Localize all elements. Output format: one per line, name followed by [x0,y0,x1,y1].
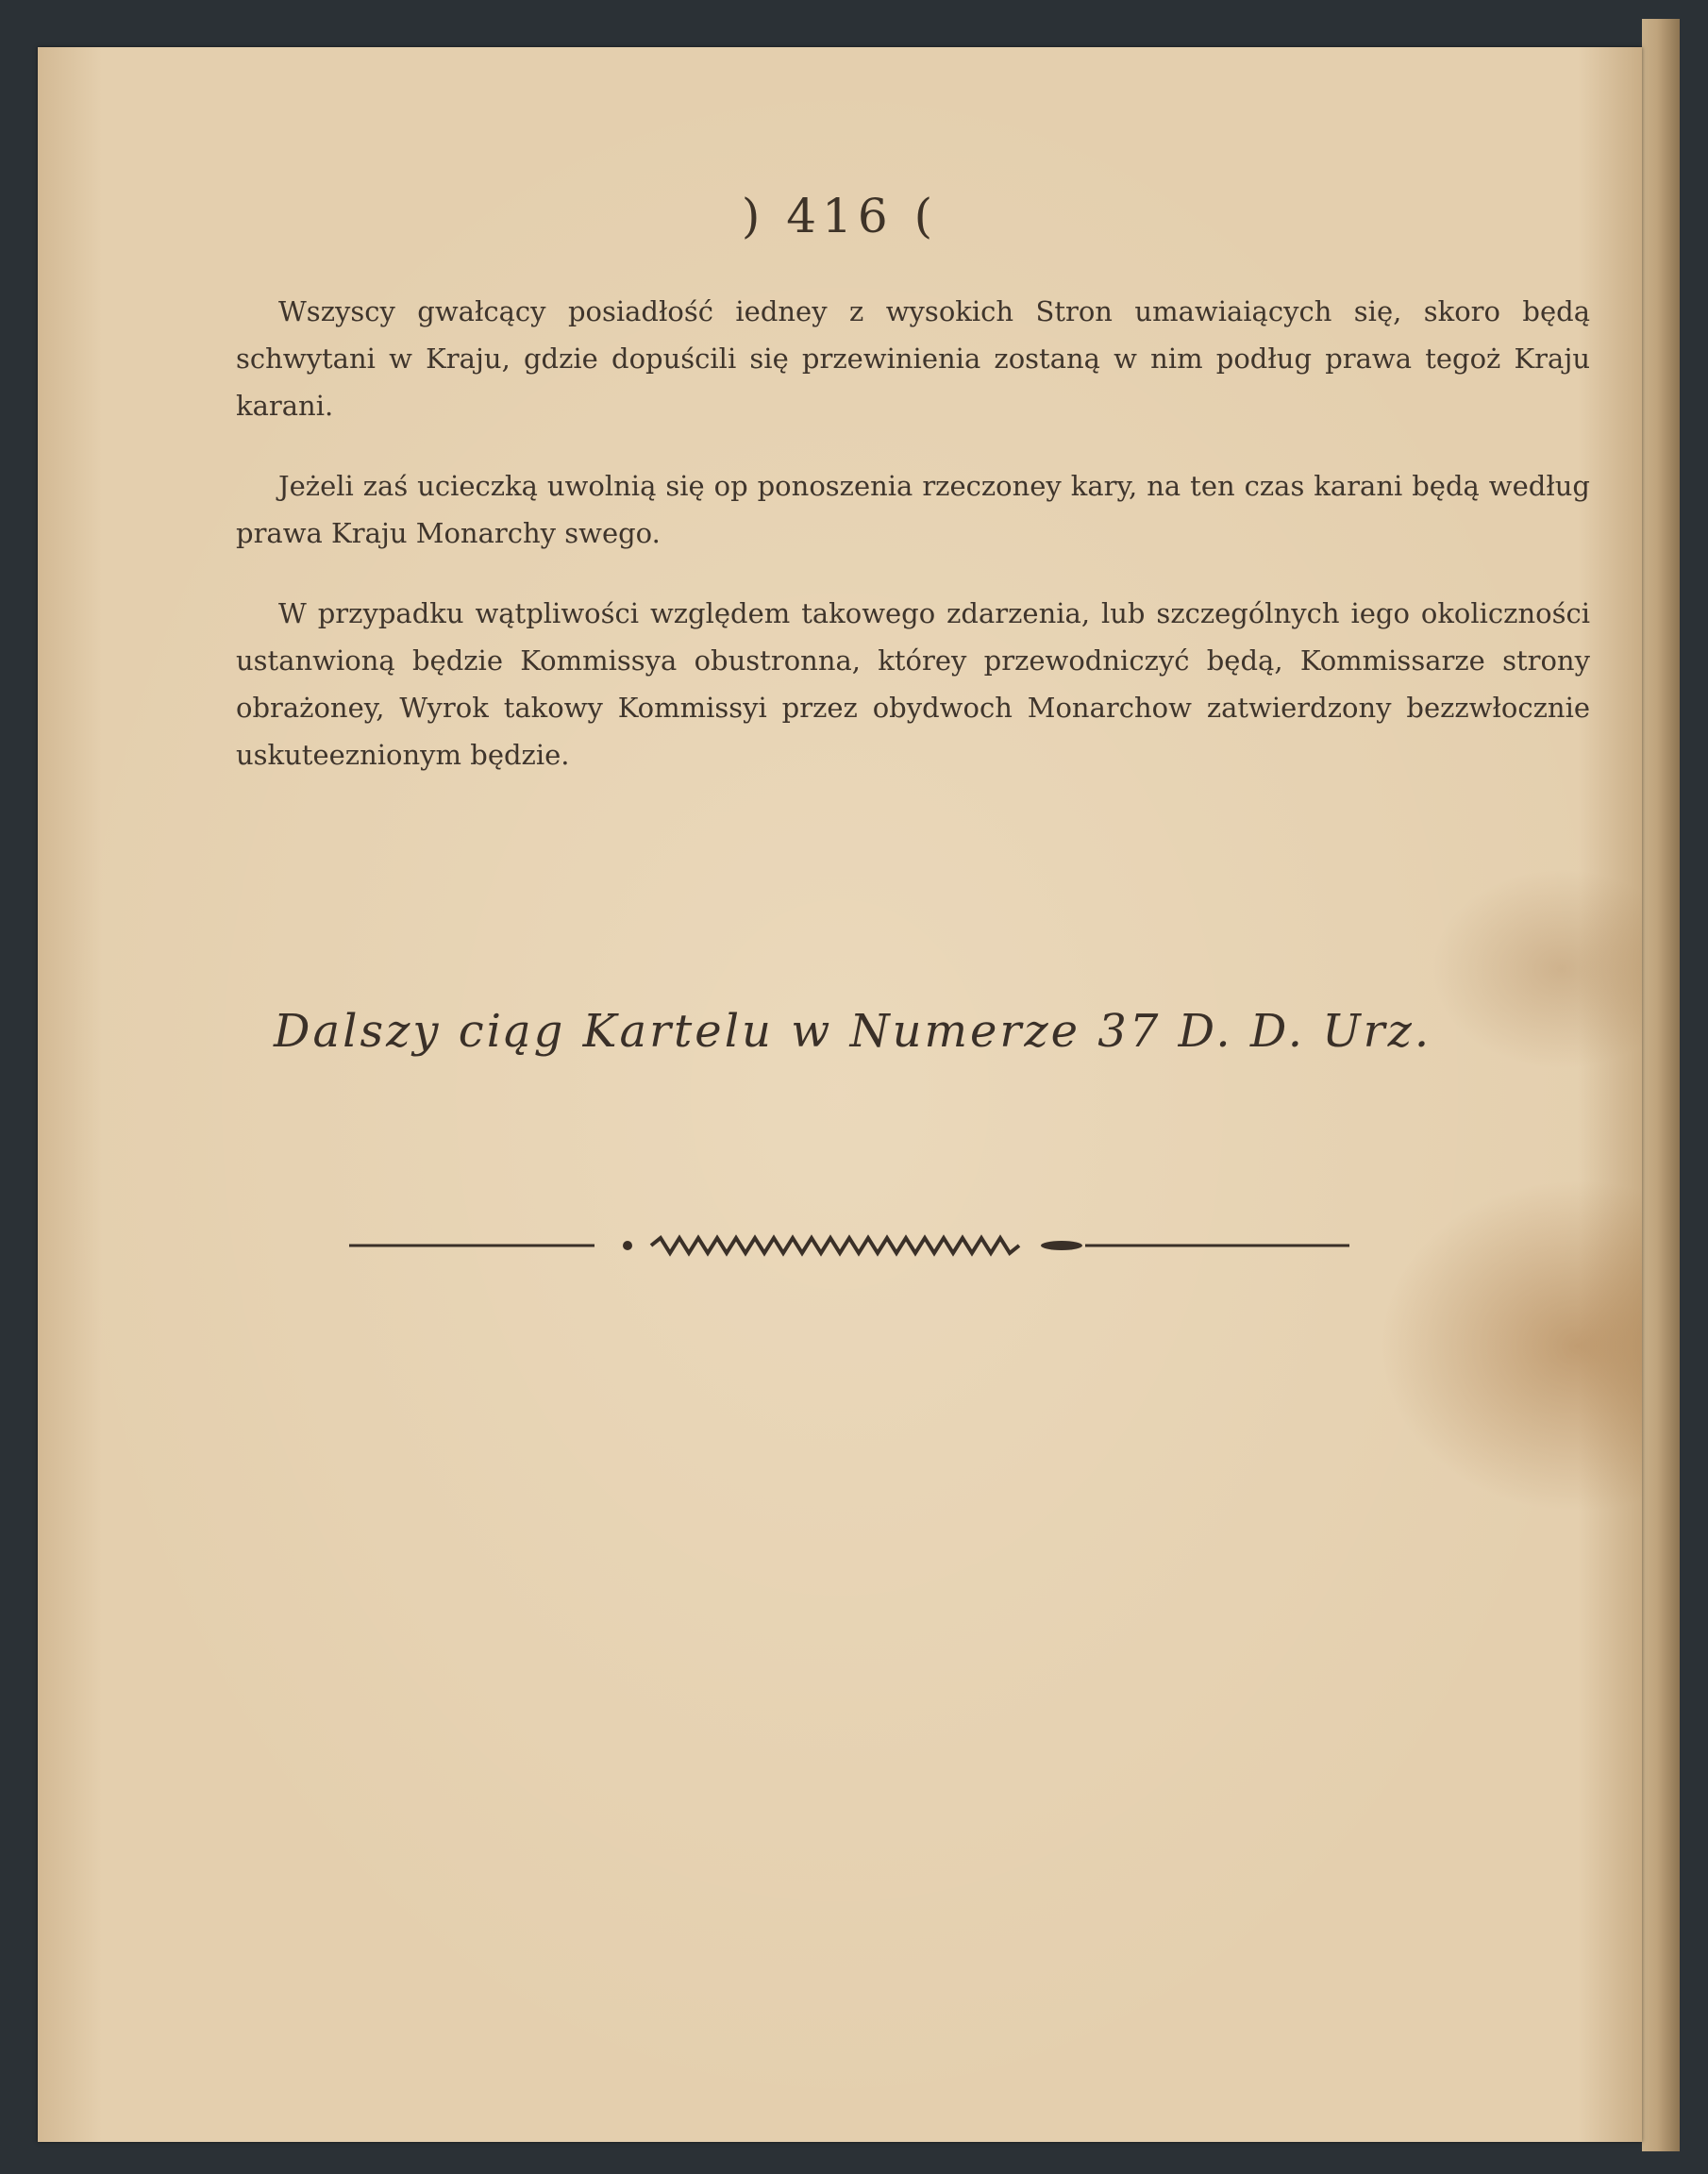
continuation-note: Dalszy ciąg Kartelu w Numerze 37 D. D. Urz. [274,1005,1432,1058]
paragraph: Jeżeli zaś ucieczką uwolnią się op ponoszenia rzeczoney kary, na ten czas karani będą według prawa Kraju Monarchy swego. [236,470,1590,549]
ornamental-divider [349,1227,1349,1264]
body-text [236,288,1590,811]
book-edge [1642,19,1680,2151]
paragraph: W przypadku wątpliwości względem takowego zdarzenia, lub szczególnych iego okoliczności ustanwioną będzie Kommissya obustronna, którey przewodniczyć będą, Kommissarze strony obrażoney, Wyrok takowy Kommissyi przez obydwoch Monarchow zatwierdzony bezzwłocznie uskuteeznionym będzie. [236,597,1590,771]
page-number: ) 416 ( [741,189,939,243]
paragraph: Wszyscy gwałcący posiadłość iedney z wysokich Stron umawiaiących się, skoro będą schwytani w Kraju, gdzie dopuścili się przewinienia zostaną w nim podług prawa tegoż Kraju karani. [236,295,1590,422]
document-page [38,47,1642,2142]
